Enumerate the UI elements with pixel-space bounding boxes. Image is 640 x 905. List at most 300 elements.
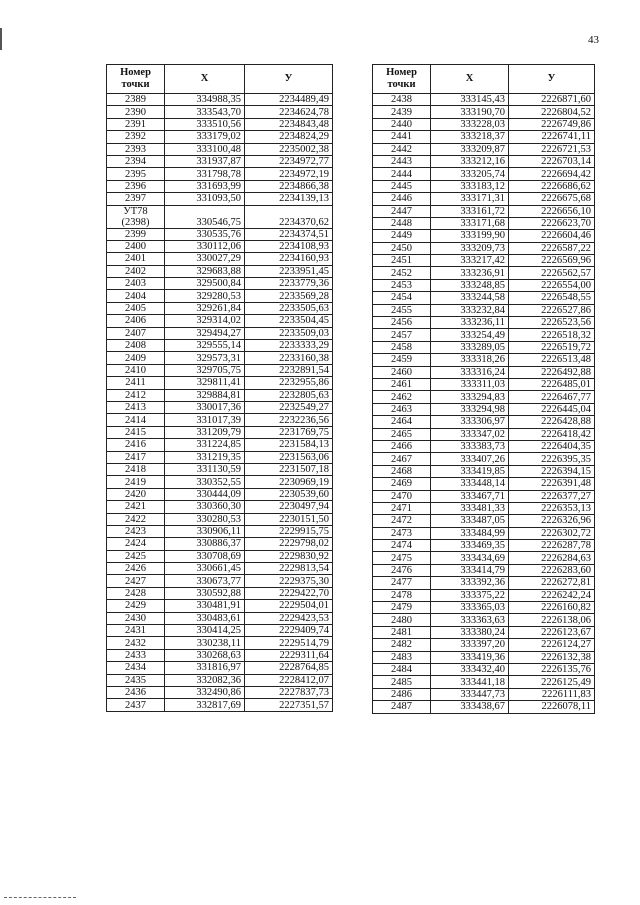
x-coordinate-cell: 333179,02 xyxy=(165,131,245,143)
table-row xyxy=(107,501,333,513)
x-coordinate-cell: 333145,43 xyxy=(431,94,509,106)
x-coordinate-cell: 331937,87 xyxy=(165,155,245,167)
x-coordinate-cell: 333414,79 xyxy=(431,564,509,576)
x-coordinate-cell: 333447,73 xyxy=(431,688,509,700)
y-coordinate-cell: 2226272,81 xyxy=(509,577,595,589)
y-coordinate-cell: 2226527,86 xyxy=(509,304,595,316)
scan-bottom-mark xyxy=(4,897,76,899)
y-coordinate-cell: 2226394,15 xyxy=(509,465,595,477)
y-coordinate-cell: 2226125,49 xyxy=(509,676,595,688)
x-coordinate-cell: 329884,81 xyxy=(165,389,245,401)
table-row xyxy=(373,242,595,254)
x-coordinate-cell: 333171,68 xyxy=(431,217,509,229)
table-row xyxy=(107,389,333,401)
table-row xyxy=(107,488,333,500)
x-coordinate-cell: 329573,31 xyxy=(165,352,245,364)
y-coordinate-cell: 2226404,35 xyxy=(509,440,595,452)
x-coordinate-cell: 331130,59 xyxy=(165,463,245,475)
point-number-cell: 2401 xyxy=(107,253,165,265)
y-coordinate-cell: 2229915,75 xyxy=(245,525,333,537)
x-coordinate-cell: 332490,86 xyxy=(165,686,245,698)
table-row xyxy=(373,118,595,130)
point-number-cell: 2486 xyxy=(373,688,431,700)
x-coordinate-cell: 333236,91 xyxy=(431,267,509,279)
y-coordinate-cell: 2229830,92 xyxy=(245,550,333,562)
y-coordinate-cell: 2229798,02 xyxy=(245,538,333,550)
x-coordinate-cell: 330535,76 xyxy=(165,228,245,240)
point-number-cell: 2468 xyxy=(373,465,431,477)
point-number-cell: 2434 xyxy=(107,662,165,674)
table-row xyxy=(373,416,595,428)
table-row xyxy=(373,589,595,601)
y-coordinate-cell: 2234866,38 xyxy=(245,180,333,192)
table-row xyxy=(107,327,333,339)
point-number-cell: 2397 xyxy=(107,193,165,205)
scan-margin-mark xyxy=(0,28,2,50)
y-coordinate-cell: 2229375,30 xyxy=(245,575,333,587)
y-coordinate-cell: 2229423,53 xyxy=(245,612,333,624)
x-coordinate-cell: 330268,63 xyxy=(165,649,245,661)
y-coordinate-cell: 2226804,52 xyxy=(509,106,595,118)
x-coordinate-cell: 331093,50 xyxy=(165,193,245,205)
y-coordinate-cell: 2226656,10 xyxy=(509,205,595,217)
table-row xyxy=(373,180,595,192)
x-coordinate-cell: 330592,88 xyxy=(165,587,245,599)
point-number-cell: 2409 xyxy=(107,352,165,364)
table-row xyxy=(107,377,333,389)
y-coordinate-cell: 2226123,67 xyxy=(509,626,595,638)
point-label-line: (2398) xyxy=(121,216,150,228)
x-coordinate-cell: 329811,41 xyxy=(165,377,245,389)
coordinates-table-left xyxy=(106,64,333,712)
point-number-cell: 2484 xyxy=(373,663,431,675)
y-coordinate-cell: 2226353,13 xyxy=(509,502,595,514)
point-number-cell: 2442 xyxy=(373,143,431,155)
point-number-cell: 2428 xyxy=(107,587,165,599)
x-coordinate-cell: 333183,12 xyxy=(431,180,509,192)
point-number-cell: 2454 xyxy=(373,292,431,304)
y-coordinate-cell: 2231584,13 xyxy=(245,439,333,451)
y-coordinate-cell: 2226554,00 xyxy=(509,279,595,291)
x-coordinate-cell: 333432,40 xyxy=(431,663,509,675)
point-number-cell: 2445 xyxy=(373,180,431,192)
table-row xyxy=(107,686,333,698)
x-coordinate-cell: 330673,77 xyxy=(165,575,245,587)
table-row xyxy=(107,414,333,426)
point-number-cell: 2469 xyxy=(373,478,431,490)
point-number-cell: 2411 xyxy=(107,377,165,389)
table-row xyxy=(373,168,595,180)
x-coordinate-cell: 331219,35 xyxy=(165,451,245,463)
table-row xyxy=(107,625,333,637)
x-coordinate-cell: 333228,03 xyxy=(431,118,509,130)
point-number-cell: 2470 xyxy=(373,490,431,502)
table-row xyxy=(373,478,595,490)
table-row xyxy=(373,440,595,452)
point-number-cell: 2467 xyxy=(373,453,431,465)
y-coordinate-cell: 2230497,94 xyxy=(245,501,333,513)
table-row xyxy=(373,155,595,167)
x-coordinate-cell: 329683,88 xyxy=(165,265,245,277)
table-row xyxy=(107,205,333,228)
x-coordinate-cell: 329494,27 xyxy=(165,327,245,339)
point-number-cell: 2415 xyxy=(107,426,165,438)
x-coordinate-cell: 333467,71 xyxy=(431,490,509,502)
point-number-cell: 2405 xyxy=(107,302,165,314)
x-coordinate-cell: 333347,02 xyxy=(431,428,509,440)
x-coordinate-cell: 331693,99 xyxy=(165,180,245,192)
y-coordinate-cell: 2227837,73 xyxy=(245,686,333,698)
y-coordinate-cell: 2234370,62 xyxy=(245,205,333,228)
point-number-cell: 2400 xyxy=(107,240,165,252)
page-number: 43 xyxy=(588,34,599,46)
y-coordinate-cell: 2226135,76 xyxy=(509,663,595,675)
y-coordinate-cell: 2233569,28 xyxy=(245,290,333,302)
table-row xyxy=(373,527,595,539)
table-row xyxy=(107,637,333,649)
y-coordinate-cell: 2226124,27 xyxy=(509,639,595,651)
table-row xyxy=(373,465,595,477)
y-coordinate-cell: 2234160,93 xyxy=(245,253,333,265)
table-row xyxy=(373,304,595,316)
table-row xyxy=(107,587,333,599)
y-coordinate-cell: 2232955,86 xyxy=(245,377,333,389)
y-coordinate-cell: 2233505,63 xyxy=(245,302,333,314)
point-number-cell: 2392 xyxy=(107,131,165,143)
point-number-cell: 2457 xyxy=(373,329,431,341)
coordinates-table-right xyxy=(372,64,595,714)
point-number-cell: 2413 xyxy=(107,401,165,413)
point-number-header xyxy=(107,65,165,94)
point-number-cell: 2407 xyxy=(107,327,165,339)
x-coordinate-cell: 334988,35 xyxy=(165,94,245,106)
y-coordinate-cell: 2231563,06 xyxy=(245,451,333,463)
y-coordinate-cell: 2231769,75 xyxy=(245,426,333,438)
point-number-cell: 2390 xyxy=(107,106,165,118)
table-row xyxy=(107,600,333,612)
table-row xyxy=(107,612,333,624)
point-number-cell: 2479 xyxy=(373,602,431,614)
y-coordinate-cell: 2226587,22 xyxy=(509,242,595,254)
y-coordinate-cell: 2227351,57 xyxy=(245,699,333,711)
x-coordinate-cell: 330027,29 xyxy=(165,253,245,265)
table-row xyxy=(107,253,333,265)
table-row xyxy=(373,279,595,291)
y-coordinate-cell: 2226871,60 xyxy=(509,94,595,106)
x-coordinate-cell: 333441,18 xyxy=(431,676,509,688)
table-row xyxy=(373,329,595,341)
table-row xyxy=(373,490,595,502)
table-row xyxy=(107,463,333,475)
x-coordinate-cell: 331816,97 xyxy=(165,662,245,674)
x-coordinate-cell: 333448,14 xyxy=(431,478,509,490)
y-coordinate-cell: 2226160,82 xyxy=(509,602,595,614)
y-coordinate-cell: 2232236,56 xyxy=(245,414,333,426)
x-coordinate-cell: 332082,36 xyxy=(165,674,245,686)
y-coordinate-cell: 2226741,11 xyxy=(509,131,595,143)
y-coordinate-cell: 2231507,18 xyxy=(245,463,333,475)
table-row xyxy=(107,649,333,661)
y-coordinate-cell: 2233779,36 xyxy=(245,278,333,290)
y-coordinate-cell: 2232891,54 xyxy=(245,364,333,376)
y-coordinate-cell: 2226284,63 xyxy=(509,552,595,564)
y-coordinate-cell: 2226078,11 xyxy=(509,701,595,713)
x-coordinate-cell: 333311,03 xyxy=(431,378,509,390)
x-coordinate-cell: 330708,69 xyxy=(165,550,245,562)
x-coordinate-cell: 333209,73 xyxy=(431,242,509,254)
y-coordinate-cell: 2234108,93 xyxy=(245,240,333,252)
x-coordinate-cell: 330444,09 xyxy=(165,488,245,500)
point-number-cell: 2420 xyxy=(107,488,165,500)
table-row xyxy=(107,401,333,413)
x-coordinate-cell: 330481,91 xyxy=(165,600,245,612)
table-row xyxy=(373,267,595,279)
point-number-cell: 2419 xyxy=(107,476,165,488)
x-coordinate-cell: 333397,20 xyxy=(431,639,509,651)
point-number-cell: 2463 xyxy=(373,403,431,415)
table-row xyxy=(107,302,333,314)
x-coordinate-cell: 330112,06 xyxy=(165,240,245,252)
table-row xyxy=(373,205,595,217)
y-coordinate-cell: 2230539,60 xyxy=(245,488,333,500)
y-coordinate-cell: 2233509,03 xyxy=(245,327,333,339)
point-number-cell: 2417 xyxy=(107,451,165,463)
y-coordinate-cell: 2226623,70 xyxy=(509,217,595,229)
y-coordinate-cell: 2226703,14 xyxy=(509,155,595,167)
table-row xyxy=(373,255,595,267)
x-coordinate-cell: 333392,36 xyxy=(431,577,509,589)
table-row xyxy=(107,180,333,192)
x-coordinate-cell: 330661,45 xyxy=(165,563,245,575)
table-row xyxy=(373,453,595,465)
table-row xyxy=(373,502,595,514)
table-row xyxy=(373,341,595,353)
table-row xyxy=(107,699,333,711)
y-coordinate-cell: 2226283,60 xyxy=(509,564,595,576)
point-number-cell: 2421 xyxy=(107,501,165,513)
table-row xyxy=(107,315,333,327)
table-row xyxy=(373,378,595,390)
y-coordinate-cell: 2234824,29 xyxy=(245,131,333,143)
x-coordinate-cell: 330414,25 xyxy=(165,625,245,637)
table-row xyxy=(107,426,333,438)
table-row xyxy=(373,143,595,155)
point-number-cell: 2482 xyxy=(373,639,431,651)
point-number-cell: 2459 xyxy=(373,354,431,366)
point-number-cell: 2480 xyxy=(373,614,431,626)
x-coordinate-cell: 329261,84 xyxy=(165,302,245,314)
table-row xyxy=(107,550,333,562)
point-number-cell: 2446 xyxy=(373,193,431,205)
x-coordinate-cell: 333212,16 xyxy=(431,155,509,167)
x-coordinate-cell: 329314,02 xyxy=(165,315,245,327)
y-coordinate-cell: 2226721,53 xyxy=(509,143,595,155)
y-coordinate-cell: 2233951,45 xyxy=(245,265,333,277)
table-row xyxy=(107,538,333,550)
point-number-cell: 2475 xyxy=(373,552,431,564)
point-number-cell: 2453 xyxy=(373,279,431,291)
point-number-cell: 2477 xyxy=(373,577,431,589)
table-row xyxy=(373,230,595,242)
table-row xyxy=(107,228,333,240)
point-header-line2: точки xyxy=(387,79,416,90)
y-coordinate-cell: 2234489,49 xyxy=(245,94,333,106)
y-coordinate-cell: 2226395,35 xyxy=(509,453,595,465)
y-coordinate-cell: 2230969,19 xyxy=(245,476,333,488)
x-coordinate-cell: 333190,70 xyxy=(431,106,509,118)
point-number-cell: 2394 xyxy=(107,155,165,167)
y-coordinate-cell: 2226467,77 xyxy=(509,391,595,403)
point-number-cell: 2389 xyxy=(107,94,165,106)
y-coordinate-cell: 2232549,27 xyxy=(245,401,333,413)
x-coordinate-cell: 333510,56 xyxy=(165,118,245,130)
x-coordinate-cell: 330238,11 xyxy=(165,637,245,649)
y-coordinate-cell: 2226519,72 xyxy=(509,341,595,353)
table-row xyxy=(373,193,595,205)
point-number-cell: 2425 xyxy=(107,550,165,562)
table-row xyxy=(107,513,333,525)
x-coordinate-cell: 333363,63 xyxy=(431,614,509,626)
x-coordinate-cell: 329500,84 xyxy=(165,278,245,290)
point-header-line2: точки xyxy=(121,79,150,90)
x-coordinate-cell: 333434,69 xyxy=(431,552,509,564)
y-coordinate-cell: 2226492,88 xyxy=(509,366,595,378)
x-coordinate-cell: 333365,03 xyxy=(431,602,509,614)
table-row xyxy=(373,663,595,675)
x-coordinate-cell: 333294,98 xyxy=(431,403,509,415)
point-number-cell: 2460 xyxy=(373,366,431,378)
y-coordinate-cell: 2226686,62 xyxy=(509,180,595,192)
y-coordinate-cell: 2226523,56 xyxy=(509,317,595,329)
y-coordinate-cell: 2226391,48 xyxy=(509,478,595,490)
x-coordinate-cell: 331209,79 xyxy=(165,426,245,438)
table-row xyxy=(107,94,333,106)
point-number-cell: 2427 xyxy=(107,575,165,587)
table-row xyxy=(373,354,595,366)
y-coordinate-cell: 2226485,01 xyxy=(509,378,595,390)
x-coordinate-cell: 330886,37 xyxy=(165,538,245,550)
table-row xyxy=(107,193,333,205)
point-number-cell: 2451 xyxy=(373,255,431,267)
y-coordinate-cell: 2226132,38 xyxy=(509,651,595,663)
point-number-cell: 2423 xyxy=(107,525,165,537)
y-coordinate-cell: 2226518,32 xyxy=(509,329,595,341)
x-coordinate-cell: 330352,55 xyxy=(165,476,245,488)
table-row xyxy=(373,403,595,415)
point-number-cell: 2412 xyxy=(107,389,165,401)
point-number-cell: 2473 xyxy=(373,527,431,539)
x-coordinate-cell: 333199,90 xyxy=(431,230,509,242)
x-header: X xyxy=(431,65,509,94)
x-coordinate-cell: 333481,33 xyxy=(431,502,509,514)
x-coordinate-cell: 333205,74 xyxy=(431,168,509,180)
table-row xyxy=(373,366,595,378)
table-row xyxy=(107,476,333,488)
point-number-cell: 2443 xyxy=(373,155,431,167)
y-coordinate-cell: 2226749,86 xyxy=(509,118,595,130)
y-coordinate-cell: 2226675,68 xyxy=(509,193,595,205)
point-number-header xyxy=(373,65,431,94)
y-coordinate-cell: 2226562,57 xyxy=(509,267,595,279)
y-coordinate-cell: 2234139,13 xyxy=(245,193,333,205)
table-row xyxy=(373,602,595,614)
point-number-cell: 2426 xyxy=(107,563,165,575)
point-number-cell xyxy=(107,205,165,228)
x-coordinate-cell: 333289,05 xyxy=(431,341,509,353)
y-coordinate-cell: 2226604,46 xyxy=(509,230,595,242)
table-row xyxy=(373,614,595,626)
point-number-cell: 2395 xyxy=(107,168,165,180)
point-number-cell: 2393 xyxy=(107,143,165,155)
y-coordinate-cell: 2230151,50 xyxy=(245,513,333,525)
y-coordinate-cell: 2229422,70 xyxy=(245,587,333,599)
y-coordinate-cell: 2229311,64 xyxy=(245,649,333,661)
x-header: X xyxy=(165,65,245,94)
y-header: У xyxy=(245,65,333,94)
table-row xyxy=(107,106,333,118)
x-coordinate-cell: 330017,36 xyxy=(165,401,245,413)
point-number-cell: 2461 xyxy=(373,378,431,390)
x-coordinate-cell: 333244,58 xyxy=(431,292,509,304)
y-coordinate-cell: 2234624,78 xyxy=(245,106,333,118)
x-coordinate-cell: 330280,53 xyxy=(165,513,245,525)
y-coordinate-cell: 2226377,27 xyxy=(509,490,595,502)
point-header-line1: Номер xyxy=(386,67,417,78)
table-row xyxy=(107,340,333,352)
y-coordinate-cell: 2226513,48 xyxy=(509,354,595,366)
y-coordinate-cell: 2234972,77 xyxy=(245,155,333,167)
table-row xyxy=(373,552,595,564)
y-coordinate-cell: 2228764,85 xyxy=(245,662,333,674)
point-number-cell: 2441 xyxy=(373,131,431,143)
y-coordinate-cell: 2229504,01 xyxy=(245,600,333,612)
table-row xyxy=(373,292,595,304)
table-row xyxy=(373,676,595,688)
point-number-cell: 2399 xyxy=(107,228,165,240)
point-number-cell: 2455 xyxy=(373,304,431,316)
point-number-cell: 2438 xyxy=(373,94,431,106)
y-header: У xyxy=(509,65,595,94)
point-header-line1: Номер xyxy=(120,67,151,78)
y-coordinate-cell: 2226569,96 xyxy=(509,255,595,267)
point-number-cell: 2452 xyxy=(373,267,431,279)
point-number-cell: 2476 xyxy=(373,564,431,576)
point-number-cell: 2436 xyxy=(107,686,165,698)
table-row xyxy=(373,217,595,229)
table-row xyxy=(373,577,595,589)
y-coordinate-cell: 2234972,19 xyxy=(245,168,333,180)
x-coordinate-cell: 333171,31 xyxy=(431,193,509,205)
table-row xyxy=(107,131,333,143)
point-number-cell: 2487 xyxy=(373,701,431,713)
y-coordinate-cell: 2226111,83 xyxy=(509,688,595,700)
point-number-cell: 2396 xyxy=(107,180,165,192)
x-coordinate-cell: 333380,24 xyxy=(431,626,509,638)
x-coordinate-cell: 330360,30 xyxy=(165,501,245,513)
point-number-cell: 2472 xyxy=(373,515,431,527)
point-number-cell: 2414 xyxy=(107,414,165,426)
x-coordinate-cell: 333232,84 xyxy=(431,304,509,316)
point-number-cell: 2440 xyxy=(373,118,431,130)
y-coordinate-cell: 2226138,06 xyxy=(509,614,595,626)
table-row xyxy=(373,564,595,576)
table-row xyxy=(373,701,595,713)
x-coordinate-cell: 330546,75 xyxy=(165,205,245,228)
y-coordinate-cell: 2228412,07 xyxy=(245,674,333,686)
table-row xyxy=(107,439,333,451)
x-coordinate-cell: 331798,78 xyxy=(165,168,245,180)
table-row xyxy=(373,651,595,663)
